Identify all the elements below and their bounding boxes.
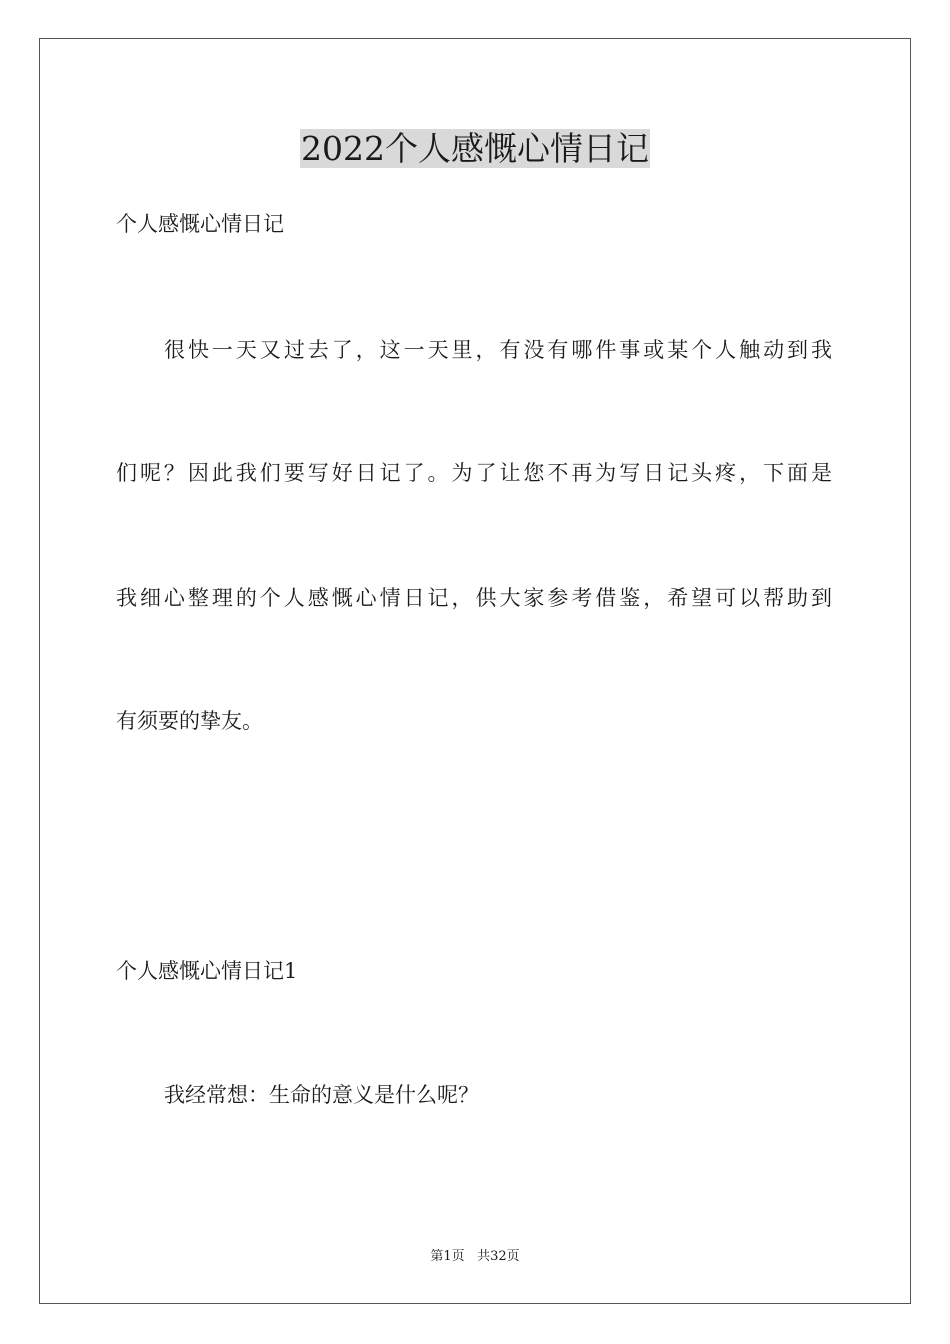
intro-paragraph-line: 们呢？因此我们要写好日记了。为了让您不再为写日记头疼，下面是 [116, 461, 832, 485]
section-paragraph-line: 我经常想：生命的意义是什么呢？ [164, 1083, 479, 1107]
document-title-text: 2022个人感慨心情日记 [301, 129, 649, 168]
footer-page-prefix: 第 [430, 1249, 444, 1264]
footer-total-pages: 32 [490, 1249, 507, 1264]
page-footer [0, 1247, 950, 1267]
footer-total-prefix: 共 [477, 1249, 491, 1264]
footer-total-suffix: 页 [506, 1249, 520, 1264]
intro-paragraph-line: 很快一天又过去了，这一天里，有没有哪件事或某个人触动到我 [164, 338, 832, 362]
intro-paragraph-line: 有须要的挚友。 [116, 709, 263, 733]
document-title [0, 126, 950, 172]
document-subtitle: 个人感慨心情日记 [116, 212, 284, 236]
intro-paragraph-line: 我细心整理的个人感慨心情日记，供大家参考借鉴，希望可以帮助到 [116, 586, 832, 610]
footer-page-suffix: 页 [451, 1249, 465, 1264]
footer-page-number: 1 [443, 1249, 452, 1264]
section-heading: 个人感慨心情日记1 [116, 959, 298, 983]
